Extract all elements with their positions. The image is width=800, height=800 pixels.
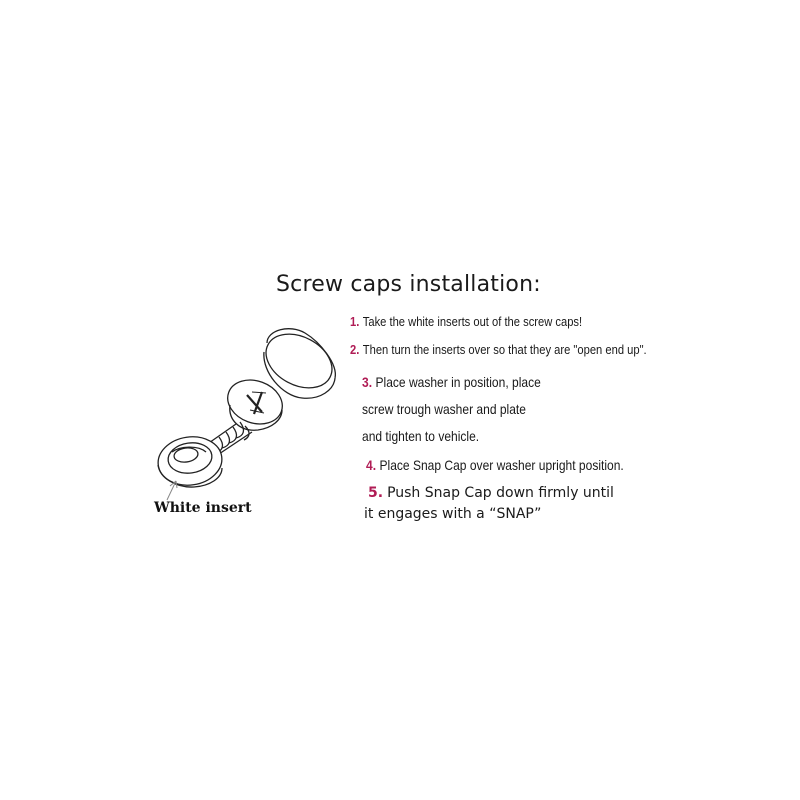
step-number: 3.: [362, 374, 373, 390]
step-3-line-2: screw trough washer and plate: [362, 401, 526, 417]
step-number: 1.: [350, 314, 360, 329]
step-number: 5.: [368, 485, 384, 501]
step-text: Place washer in position, place: [375, 374, 541, 390]
step-text: Take the white inserts out of the screw caps!: [362, 314, 583, 329]
step-3-line-3: and tighten to vehicle.: [362, 428, 480, 444]
step-text: Place Snap Cap over washer upright position.: [379, 457, 624, 473]
step-text: Push Snap Cap down firmly until: [387, 485, 614, 501]
white-insert-label: White insert: [154, 500, 252, 516]
step-5-line-2: it engages with a “SNAP”: [364, 506, 542, 522]
diagram-title: Screw caps installation:: [276, 272, 541, 297]
step-number: 4.: [366, 457, 377, 473]
washer-icon: [155, 433, 225, 489]
step-number: 2.: [350, 342, 360, 357]
step-text: Then turn the inserts over so that they are "open end up".: [362, 342, 647, 357]
